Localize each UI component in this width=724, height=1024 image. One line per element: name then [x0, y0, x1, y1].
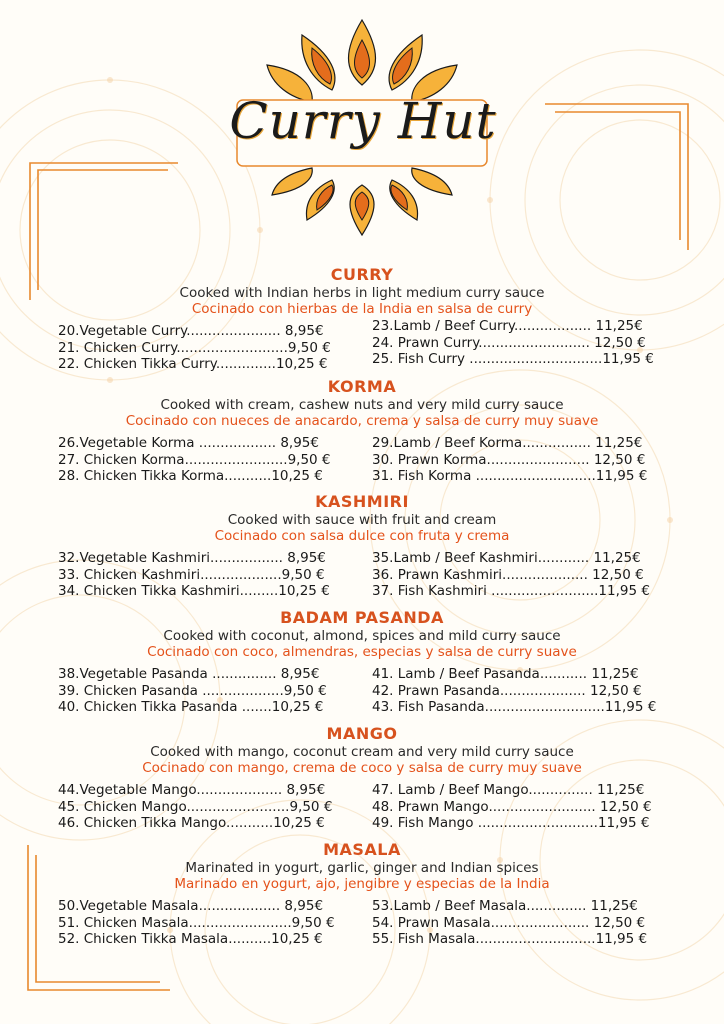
section-title: KASHMIRI [315, 492, 409, 511]
menu-column-left [58, 666, 358, 716]
section-title: MANGO [326, 724, 398, 743]
menu-item: 47. Lamb / Beef Mango............... 11,25€ [372, 782, 645, 798]
menu-column-right [372, 550, 672, 600]
menu-item: 21. Chicken Curry..........................9,50 € [58, 339, 331, 356]
section-description-en: Marinated in yogurt, garlic, ginger and Indian spices [185, 860, 539, 876]
menu-item: 45. Chicken Mango........................9,50 € [58, 798, 333, 815]
menu-item: 38.Vegetable Pasanda ............... 8,95€ [58, 666, 320, 682]
menu-item: 39. Chicken Pasanda ...................9,50 € [58, 682, 327, 699]
menu-item: 42. Prawn Pasanda.................... 12,50 € [372, 682, 642, 699]
menu-item: 54. Prawn Masala....................... 12,50 € [372, 914, 646, 931]
section-description-es: Cocinado con nueces de anacardo, crema y salsa de curry muy suave [125, 413, 599, 429]
menu-item: 34. Chicken Tikka Kashmiri.........10,25 € [58, 583, 330, 599]
menu-item: 37. Fish Kashmiri .........................11,95 € [372, 583, 650, 599]
menu-item: 28. Chicken Tikka Korma...........10,25 € [58, 468, 323, 484]
menu-item: 23.Lamb / Beef Curry.................. 11,25€ [372, 318, 643, 334]
menu-column-right [372, 318, 672, 368]
menu-item: 25. Fish Curry ...............................11,95 € [372, 351, 654, 367]
menu-item: 33. Chicken Kashmiri...................9,50 € [58, 566, 325, 583]
menu-item: 41. Lamb / Beef Pasanda........... 11,25€ [372, 666, 639, 682]
menu-item: 49. Fish Mango ............................11,95 € [372, 815, 650, 831]
section-kashmiri [0, 492, 724, 606]
section-mango [0, 724, 724, 838]
menu-item: 31. Fish Korma ............................11,95 € [372, 468, 648, 484]
menu-item: 29.Lamb / Beef Korma................ 11,25€ [372, 435, 643, 451]
menu-item: 50.Vegetable Masala................... 8,95€ [58, 898, 324, 914]
header [0, 0, 724, 260]
section-description-en: Cooked with coconut, almond, spices and mild curry sauce [163, 628, 561, 644]
section-curry [0, 265, 724, 379]
section-masala [0, 840, 724, 954]
section-description-es: Cocinado con hierbas de la India en salsa de curry [191, 301, 533, 317]
menu-item: 46. Chicken Tikka Mango...........10,25 € [58, 815, 325, 831]
menu-item: 24. Prawn Curry.......................... 12,50 € [372, 334, 646, 351]
menu-column-right [372, 782, 672, 832]
section-description-es: Cocinado con mango, crema de coco y salsa de curry muy suave [142, 760, 582, 776]
menu-item: 32.Vegetable Kashmiri................. 8,95€ [58, 550, 326, 566]
menu-item: 22. Chicken Tikka Curry..............10,25 € [58, 356, 328, 372]
section-description-es: Cocinado con salsa dulce con fruta y crema [214, 528, 510, 544]
section-title: BADAM PASANDA [280, 608, 444, 627]
section-description-es: Cocinado con coco, almendras, especias y salsa de curry suave [147, 644, 577, 660]
menu-item: 53.Lamb / Beef Masala.............. 11,25€ [372, 898, 638, 914]
section-description-en: Cooked with Indian herbs in light medium curry sauce [179, 285, 545, 301]
section-title: KORMA [327, 377, 397, 396]
menu-item: 20.Vegetable Curry...................... 8,95€ [58, 323, 324, 339]
section-title: CURRY [330, 265, 394, 284]
menu-column-right [372, 666, 672, 716]
menu-item: 36. Prawn Kashmiri.................... 12,50 € [372, 566, 644, 583]
brand-title: Curry Hut [229, 92, 497, 150]
section-description-en: Cooked with sauce with fruit and cream [227, 512, 497, 528]
menu-item: 26.Vegetable Korma .................. 8,95€ [58, 435, 319, 451]
section-description-en: Cooked with cream, cashew nuts and very mild curry sauce [160, 397, 564, 413]
section-title: MASALA [323, 840, 401, 859]
menu-column-left [58, 323, 358, 373]
menu-item: 55. Fish Masala............................11,95 € [372, 931, 648, 947]
section-korma [0, 377, 724, 491]
menu-item: 44.Vegetable Mango.................... 8,95€ [58, 782, 326, 798]
menu-item: 51. Chicken Masala........................9,50 € [58, 914, 335, 931]
section-description-en: Cooked with mango, coconut cream and very mild curry sauce [150, 744, 574, 760]
menu-item: 35.Lamb / Beef Kashmiri............ 11,25€ [372, 550, 641, 566]
menu-column-right [372, 898, 672, 948]
menu-column-right [372, 435, 672, 485]
menu-item: 27. Chicken Korma........................9,50 € [58, 451, 331, 468]
section-description-es: Marinado en yogurt, ajo, jengibre y especias de la India [174, 876, 550, 892]
menu-column-left [58, 550, 358, 600]
menu-column-left [58, 782, 358, 832]
menu-item: 52. Chicken Tikka Masala..........10,25 € [58, 931, 323, 947]
menu-item: 48. Prawn Mango......................... 12,50 € [372, 798, 652, 815]
menu-column-left [58, 898, 358, 948]
menu-item: 43. Fish Pasanda............................11,95 € [372, 699, 657, 715]
menu-column-left [58, 435, 358, 485]
menu-item: 40. Chicken Tikka Pasanda .......10,25 € [58, 699, 324, 715]
section-badam-pasanda [0, 608, 724, 722]
menu-item: 30. Prawn Korma........................ 12,50 € [372, 451, 646, 468]
